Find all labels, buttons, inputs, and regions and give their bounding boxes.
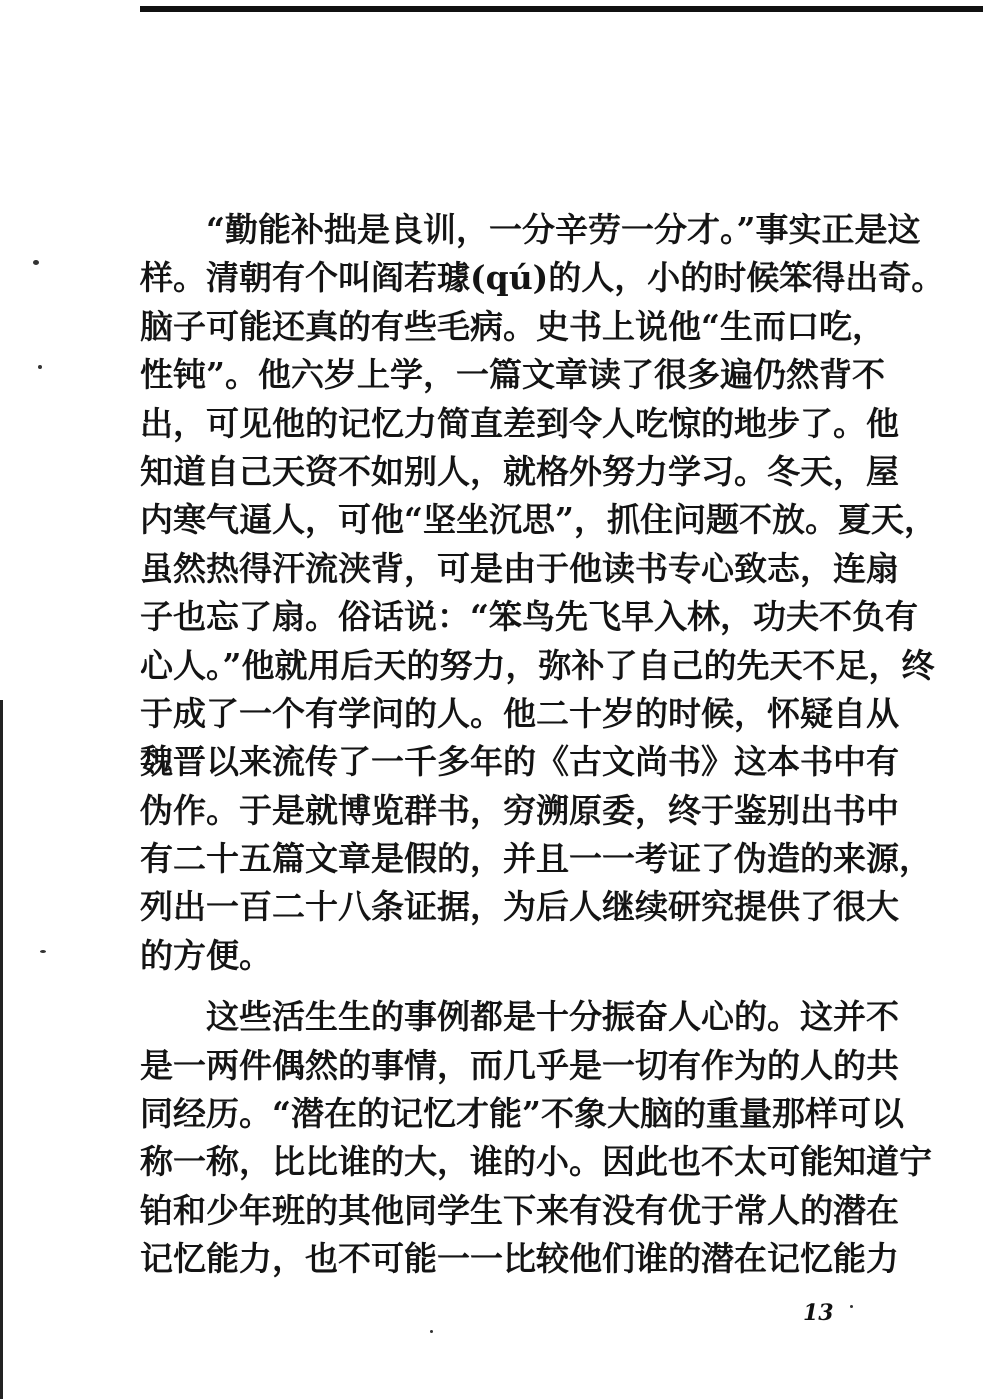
page-number: 13 — [803, 1300, 834, 1326]
text-line: 是一两件偶然的事情，而几乎是一切有作为的人的共 — [140, 1045, 899, 1085]
text-line: 称一称，比比谁的大，谁的小。因此也不太可能知道宁 — [140, 1142, 932, 1182]
paragraph-2 — [140, 993, 932, 1283]
text-line: 列出一百二十八条证据，为后人继续研究提供了很大 — [140, 887, 899, 927]
text-line: 这些活生生的事例都是十分振奋人心的。这并不 — [206, 997, 899, 1037]
text-line: 铂和少年班的其他同学生下来有没有优于常人的潜在 — [140, 1190, 899, 1230]
left-margin-rule — [0, 700, 3, 1399]
body-text — [140, 206, 945, 1284]
margin-speck — [33, 260, 39, 265]
text-line: 内寒气逼人，可他“坚坐沉思”，抓住问题不放。夏天， — [140, 500, 937, 540]
text-line: 心人。”他就用后天的努力，弥补了自己的先天不足，终 — [140, 645, 935, 685]
text-line: 子也忘了扇。俗话说：“笨鸟先飞早入林，功夫不负有 — [140, 597, 918, 637]
text-line: 记忆能力，也不可能一一比较他们谁的潜在记忆能力 — [140, 1239, 899, 1279]
text-line: 性钝”。他六岁上学，一篇文章读了很多遍仍然背不 — [140, 355, 885, 395]
margin-speck — [38, 365, 42, 369]
text-line: 的方便。 — [140, 935, 272, 975]
text-line: 于成了一个有学问的人。他二十岁的时候，怀疑自从 — [140, 693, 899, 733]
text-line: “勤能补拙是良训，一分辛劳一分才。”事实正是这 — [206, 210, 921, 249]
top-rule — [140, 6, 983, 12]
margin-speck — [850, 1305, 853, 1308]
text-line: 同经历。“潜在的记忆才能”不象大脑的重量那样可以 — [140, 1094, 904, 1134]
text-line: 知道自己天资不如别人，就格外努力学习。冬天，屋 — [140, 451, 899, 491]
text-line: 有二十五篇文章是假的，并且一一考证了伪造的来源， — [140, 839, 932, 879]
text-line: 脑子可能还真的有些毛病。史书上说他“生而口吃， — [140, 306, 885, 346]
text-line: 样。清朝有个叫阎若璩(qú)的人，小的时候笨得出奇。 — [140, 258, 945, 298]
paragraph-1 — [140, 206, 945, 980]
text-line: 出，可见他的记忆力简直差到令人吃惊的地步了。他 — [140, 403, 899, 443]
margin-speck — [430, 1330, 433, 1333]
text-line: 虽然热得汗流浃背，可是由于他读书专心致志，连扇 — [140, 548, 899, 588]
margin-speck — [40, 950, 46, 953]
text-line: 魏晋以来流传了一千多年的《古文尚书》这本书中有 — [140, 742, 899, 782]
text-line: 伪作。于是就博览群书，穷溯原委，终于鉴别出书中 — [140, 790, 899, 830]
